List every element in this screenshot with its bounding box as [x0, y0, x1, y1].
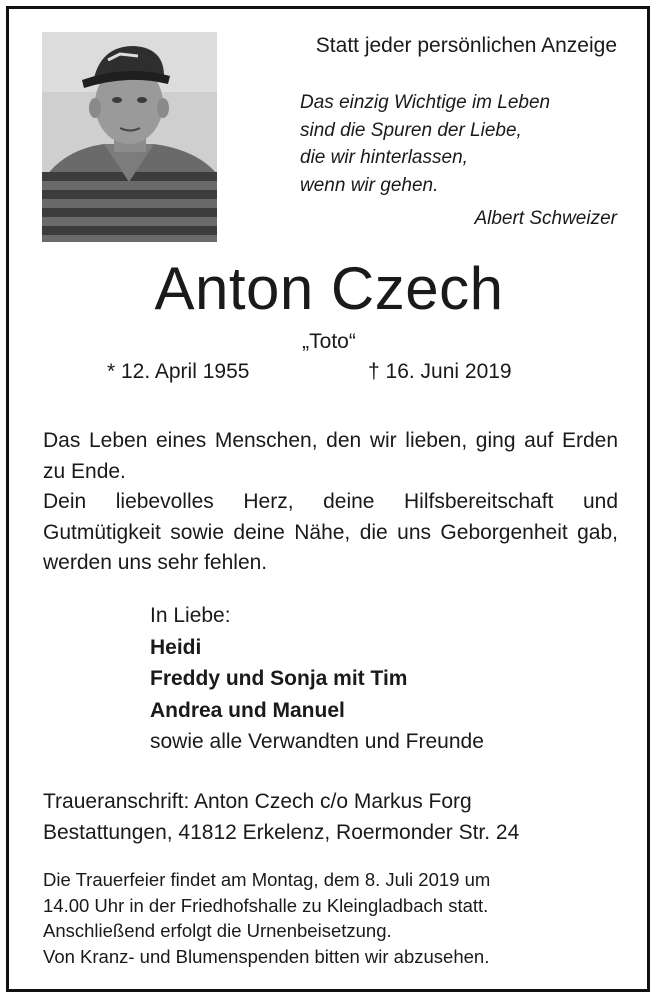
funeral-notice: [43, 867, 618, 969]
mourner-name: Freddy und Sonja mit Tim: [150, 667, 408, 691]
quote: [300, 89, 620, 199]
quote-author: Albert Schweizer: [474, 208, 617, 229]
deceased-name: Anton Czech: [154, 255, 504, 322]
obituary-text: [43, 426, 618, 579]
address-line: Traueranschrift: Anton Czech c/o Markus Forg: [43, 790, 472, 813]
funeral-line: Anschließend erfolgt die Urnenbeisetzung.: [43, 920, 392, 941]
funeral-line: 14.00 Uhr in der Friedhofshalle zu Kleingladbach statt.: [43, 894, 489, 916]
funeral-line: Von Kranz- und Blumenspenden bitten wir abzusehen.: [43, 945, 490, 967]
mourners-others: sowie alle Verwandten und Freunde: [150, 730, 484, 754]
funeral-line: Die Trauerfeier findet am Montag, dem 8. Juli 2019 um: [43, 869, 491, 890]
mourners-list: [150, 600, 484, 758]
quote-line: wenn wir gehen.: [300, 174, 439, 196]
quote-line: die wir hinterlassen,: [300, 147, 468, 168]
mourning-address: [43, 787, 623, 848]
obituary-paragraph: Dein liebevolles Herz, deine Hilfsbereitschaft und Gutmütigkeit sowie deine Nähe, die uns Geborgenheit gab, werden uns sehr fehlen.: [43, 490, 618, 574]
death-date: † 16. Juni 2019: [368, 360, 512, 383]
deceased-nickname: „Toto“: [302, 330, 356, 353]
header-title: Statt jeder persönlichen Anzeige: [315, 34, 617, 57]
quote-line: sind die Spuren der Liebe,: [300, 119, 522, 141]
mourner-name: Andrea und Manuel: [150, 698, 345, 722]
portrait-photo: [42, 32, 217, 242]
address-line: Bestattungen, 41812 Erkelenz, Roermonder Str. 24: [43, 820, 520, 844]
birth-date: * 12. April 1955: [107, 360, 250, 383]
mourners-intro: In Liebe:: [150, 604, 231, 627]
mourner-name: Heidi: [150, 635, 202, 659]
obituary-paragraph: Das Leben eines Menschen, den wir lieben, ging auf Erden zu Ende.: [43, 429, 618, 483]
quote-line: Das einzig Wichtige im Leben: [300, 92, 551, 113]
